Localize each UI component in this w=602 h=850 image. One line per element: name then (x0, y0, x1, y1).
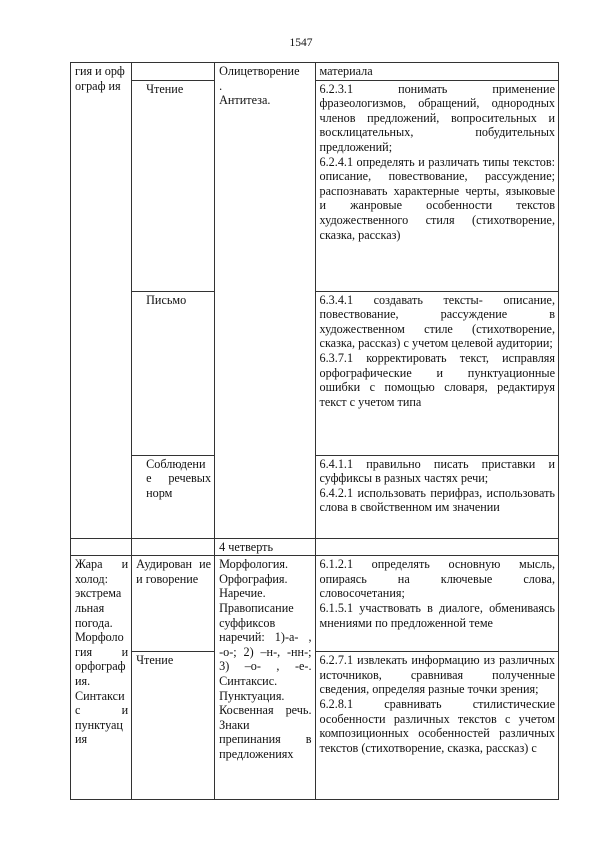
goal-text: 6.1.2.1 определять основную мысль, опираясь на ключевые слова, словосочетания; (319, 557, 555, 601)
topic-cell (71, 63, 132, 539)
goal-text: материала (319, 64, 373, 78)
skill-label: Аудирован ие и говорение (136, 557, 212, 586)
goal-cell (315, 556, 558, 652)
skill-cell-empty (132, 63, 215, 81)
grammar-cell (215, 556, 315, 800)
table-row (71, 652, 559, 800)
goal-cell (315, 80, 558, 291)
skill-label: Соблюдени е речевых норм (146, 456, 212, 500)
goal-text: 6.2.3.1 понимать применение фразеологизмов, обращений, однородных членов предложений, вопросительных и восклицательных, побудительных предложений; (319, 81, 555, 154)
empty-cell (132, 538, 215, 556)
grammar-line: . (219, 78, 223, 93)
page-number: 1547 (289, 37, 313, 49)
goal-text: 6.2.8.1 сравнивать стилистические особенности различных текстов с учетом композиционных особенностей различных текстов (стихотворение, сказка, рассказ) с (319, 696, 555, 755)
quarter-label: 4 четверть (219, 539, 274, 554)
table-row (71, 291, 559, 455)
table-row (71, 63, 559, 81)
topic-text: Жара и холод: экстрема льная погода. Морфоло гия и орфограф ия. Синтакси с и пунктуац ия (75, 557, 129, 747)
skill-label: Письмо (146, 292, 187, 307)
goal-text: 6.4.2.1 использовать перифраз, использовать слова в свойственном им значении (319, 485, 555, 515)
topic-text: гия и орфограф ия (75, 64, 125, 93)
goal-cell (315, 652, 558, 800)
skill-cell (132, 556, 215, 652)
skill-cell (132, 80, 215, 291)
curriculum-table (70, 62, 559, 800)
goal-cell (315, 291, 558, 455)
empty-cell (315, 538, 558, 556)
goal-cell (315, 63, 558, 81)
goal-text: 6.4.1.1 правильно писать приставки и суффиксы в разных частях речи; (319, 456, 555, 486)
table-row (71, 556, 559, 652)
goal-text: 6.1.5.1 участвовать в диалоге, обмениваясь мнениями по предложенной теме (319, 600, 555, 630)
skill-cell (132, 652, 215, 800)
table-row (71, 80, 559, 291)
skill-label: Чтение (146, 81, 184, 96)
goal-cell (315, 455, 558, 538)
quarter-cell (215, 538, 315, 556)
goal-text: 6.3.7.1 корректировать текст, исправляя орфографические и пунктуационные ошибки с помощью словаря, редактируя текст с учетом типа (319, 350, 555, 409)
goal-text: 6.3.4.1 создавать тексты- описание, повествование, рассуждение в художественном стиле (стихотворение, сказка, рассказ) с учетом целевой аудитории; (319, 292, 555, 351)
grammar-text: Морфология. Орфография. Наречие. Правописание суффиксов наречий: 1)-а- , -о-; 2) –н-, -нн-; 3) –о- , -е-. Синтаксис. Пунктуация. Косвенная речь. Знаки препинания в предложениях (219, 557, 312, 761)
empty-cell (71, 538, 132, 556)
skill-label: Чтение (136, 653, 174, 668)
topic-cell (71, 556, 132, 800)
table-row (71, 455, 559, 538)
grammar-line: Олицетворение (219, 64, 300, 78)
goal-text: 6.2.7.1 извлекать информацию из различных источников, сравнивая полученные сведения, определяя разные точки зрения; (319, 653, 555, 697)
skill-cell (132, 291, 215, 455)
goal-text: 6.2.4.1 определять и различать типы текстов: описание, повествование, рассуждение; распознавать характерные черты, языковые и жанровые особенности текстов художественного стиля (стихотворение, сказка, рассказ) (319, 154, 555, 242)
skill-cell (132, 455, 215, 538)
grammar-cell (215, 63, 315, 539)
table-row (71, 538, 559, 556)
grammar-line: Антитеза. (219, 93, 271, 108)
